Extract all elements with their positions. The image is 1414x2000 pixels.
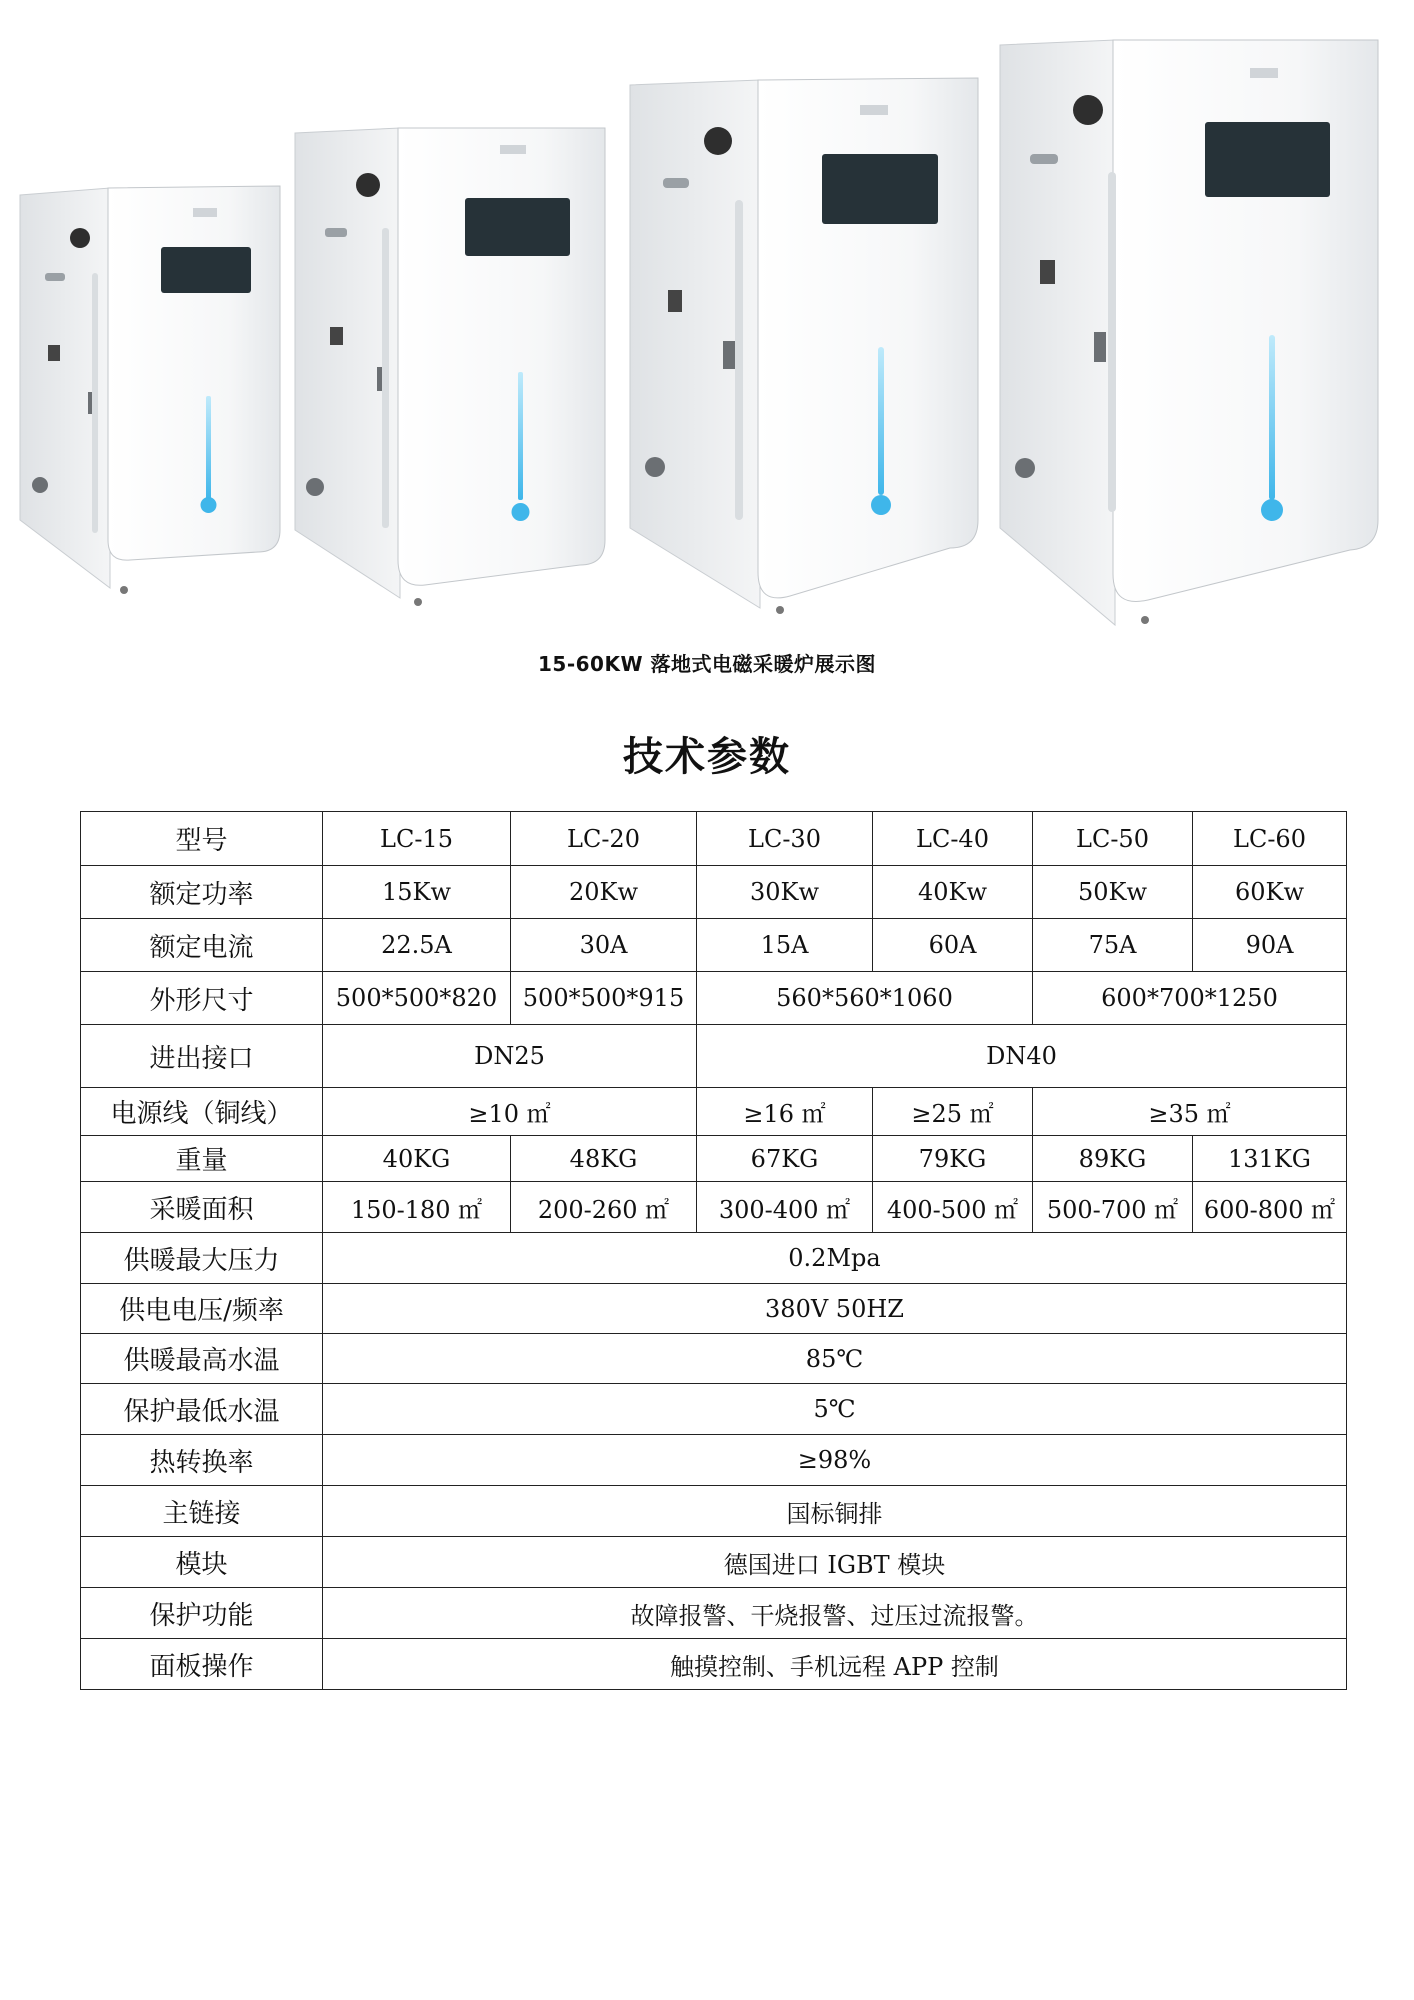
table-row bbox=[81, 1334, 1347, 1384]
table-cell: DN25 bbox=[323, 1025, 697, 1088]
boiler-20kw-image bbox=[295, 128, 605, 606]
table-cell: 触摸控制、手机远程 APP 控制 bbox=[323, 1639, 1347, 1690]
table-cell: 400-500 ㎡ bbox=[873, 1182, 1033, 1233]
table-cell: ≥98% bbox=[323, 1435, 1347, 1486]
table-row bbox=[81, 1435, 1347, 1486]
table-row bbox=[81, 1088, 1347, 1136]
table-cell: 20Kw bbox=[511, 866, 697, 919]
section-title: 技术参数 bbox=[623, 734, 791, 780]
table-cell: 50Kw bbox=[1033, 866, 1193, 919]
table-cell: 89KG bbox=[1033, 1136, 1193, 1182]
table-cell: ≥16 ㎡ bbox=[697, 1088, 873, 1136]
table-cell: 22.5A bbox=[323, 919, 511, 972]
table-row bbox=[81, 1588, 1347, 1639]
table-cell: 67KG bbox=[697, 1136, 873, 1182]
table-cell: 60Kw bbox=[1193, 866, 1347, 919]
table-cell: LC-50 bbox=[1033, 812, 1193, 866]
row-label: 保护功能 bbox=[81, 1588, 323, 1639]
table-cell: 150-180 ㎡ bbox=[323, 1182, 511, 1233]
table-cell: LC-30 bbox=[697, 812, 873, 866]
table-cell: 5℃ bbox=[323, 1384, 1347, 1435]
table-cell: 15Kw bbox=[323, 866, 511, 919]
row-label: 保护最低水温 bbox=[81, 1384, 323, 1435]
row-label: 额定电流 bbox=[81, 919, 323, 972]
table-cell: 600-800 ㎡ bbox=[1193, 1182, 1347, 1233]
table-cell: 故障报警、干烧报警、过压过流报警。 bbox=[323, 1588, 1347, 1639]
table-cell: 200-260 ㎡ bbox=[511, 1182, 697, 1233]
table-cell: 30Kw bbox=[697, 866, 873, 919]
figure-caption: 15-60KW 落地式电磁采暖炉展示图 bbox=[538, 652, 876, 676]
table-row bbox=[81, 1182, 1347, 1233]
table-cell: LC-15 bbox=[323, 812, 511, 866]
row-label: 热转换率 bbox=[81, 1435, 323, 1486]
table-cell: 48KG bbox=[511, 1136, 697, 1182]
table-cell: 德国进口 IGBT 模块 bbox=[323, 1537, 1347, 1588]
table-row bbox=[81, 1537, 1347, 1588]
table-cell: 500-700 ㎡ bbox=[1033, 1182, 1193, 1233]
row-label: 面板操作 bbox=[81, 1639, 323, 1690]
table-row bbox=[81, 812, 1347, 866]
row-label: 额定功率 bbox=[81, 866, 323, 919]
table-cell: 380V 50HZ bbox=[323, 1284, 1347, 1334]
table-cell: 40KG bbox=[323, 1136, 511, 1182]
boiler-15kw-image bbox=[20, 186, 280, 594]
row-label: 采暖面积 bbox=[81, 1182, 323, 1233]
row-label: 重量 bbox=[81, 1136, 323, 1182]
table-cell: 30A bbox=[511, 919, 697, 972]
boiler-gallery bbox=[0, 0, 1414, 640]
boiler-60kw-image bbox=[1000, 40, 1378, 625]
table-cell: DN40 bbox=[697, 1025, 1347, 1088]
table-cell: ≥10 ㎡ bbox=[323, 1088, 697, 1136]
table-cell: 560*560*1060 bbox=[697, 972, 1033, 1025]
row-label: 电源线（铜线） bbox=[81, 1088, 323, 1136]
table-cell: ≥35 ㎡ bbox=[1033, 1088, 1347, 1136]
table-row bbox=[81, 1384, 1347, 1435]
table-cell: 131KG bbox=[1193, 1136, 1347, 1182]
table-cell: 600*700*1250 bbox=[1033, 972, 1347, 1025]
boiler-40kw-image bbox=[630, 78, 978, 614]
table-row bbox=[81, 972, 1347, 1025]
row-label: 外形尺寸 bbox=[81, 972, 323, 1025]
boiler-illustrations bbox=[0, 0, 1414, 640]
table-row bbox=[81, 1284, 1347, 1334]
table-cell: 15A bbox=[697, 919, 873, 972]
table-cell: 79KG bbox=[873, 1136, 1033, 1182]
table-cell: ≥25 ㎡ bbox=[873, 1088, 1033, 1136]
table-cell: 300-400 ㎡ bbox=[697, 1182, 873, 1233]
spec-table bbox=[80, 811, 1347, 1690]
table-cell: LC-60 bbox=[1193, 812, 1347, 866]
table-cell: 75A bbox=[1033, 919, 1193, 972]
table-cell: LC-40 bbox=[873, 812, 1033, 866]
table-row bbox=[81, 1025, 1347, 1088]
table-row bbox=[81, 866, 1347, 919]
table-cell: 500*500*915 bbox=[511, 972, 697, 1025]
table-cell: 国标铜排 bbox=[323, 1486, 1347, 1537]
row-label: 供电电压/频率 bbox=[81, 1284, 323, 1334]
table-cell: 90A bbox=[1193, 919, 1347, 972]
table-row bbox=[81, 1486, 1347, 1537]
table-row bbox=[81, 1233, 1347, 1284]
table-row bbox=[81, 1136, 1347, 1182]
table-row bbox=[81, 1639, 1347, 1690]
table-cell: 40Kw bbox=[873, 866, 1033, 919]
table-cell: 60A bbox=[873, 919, 1033, 972]
table-cell: LC-20 bbox=[511, 812, 697, 866]
table-cell: 0.2Mpa bbox=[323, 1233, 1347, 1284]
row-label: 型号 bbox=[81, 812, 323, 866]
row-label: 供暖最高水温 bbox=[81, 1334, 323, 1384]
row-label: 供暖最大压力 bbox=[81, 1233, 323, 1284]
row-label: 模块 bbox=[81, 1537, 323, 1588]
table-cell: 500*500*820 bbox=[323, 972, 511, 1025]
row-label: 进出接口 bbox=[81, 1025, 323, 1088]
table-row bbox=[81, 919, 1347, 972]
row-label: 主链接 bbox=[81, 1486, 323, 1537]
table-cell: 85℃ bbox=[323, 1334, 1347, 1384]
